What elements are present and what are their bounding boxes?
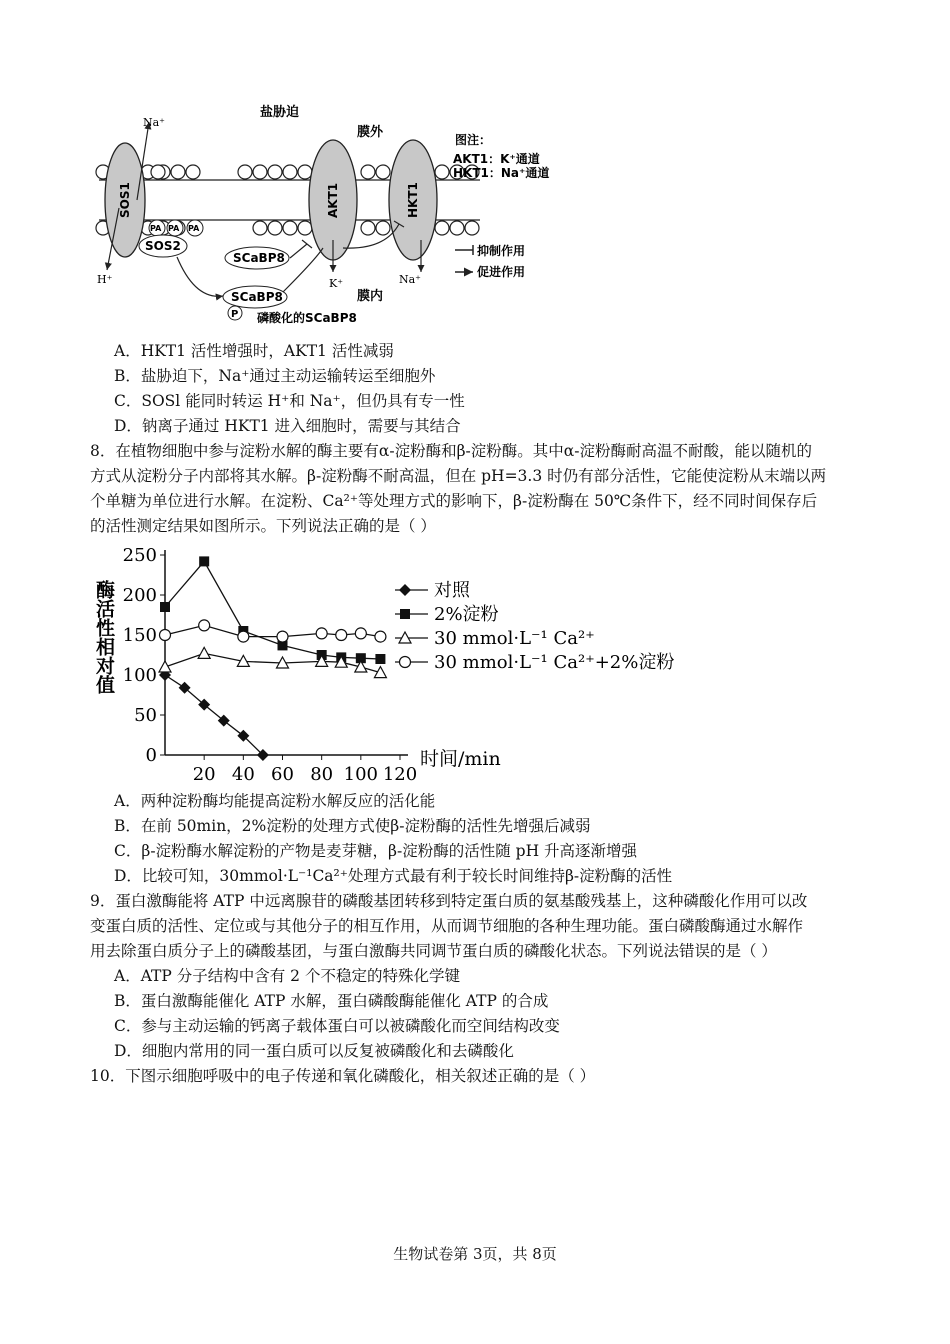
q7-option-a: A．HKT1 活性增强时，AKT1 活性减弱 xyxy=(114,342,394,360)
q8-option-b: B．在前 50min，2%淀粉的处理方式使β-淀粉酶的活性先增强后减弱 xyxy=(114,817,591,835)
q8-option-a: A．两种淀粉酶均能提高淀粉水解反应的活化能 xyxy=(114,792,436,810)
q7-option-d: D．钠离子通过 HKT1 进入细胞时，需要与其结合 xyxy=(114,417,461,435)
q7-option-c: C．SOSl 能同时转运 H⁺和 Na⁺，但仍具有专一性 xyxy=(114,392,465,410)
series-line xyxy=(165,653,380,672)
na-top-label: Na⁺ xyxy=(143,116,165,129)
scabp8-phospho-label: SCaBP8 xyxy=(231,290,283,304)
square-marker xyxy=(199,556,209,566)
q8-line-1: 8．在植物细胞中参与淀粉水解的酶主要有α-淀粉酶和β-淀粉酶。其中α-淀粉酶耐高温不耐酸，能以随机的 xyxy=(90,442,812,460)
q9-line-1: 9．蛋白激酶能将 ATP 中远离腺苷的磷酸基团转移到特定蛋白质的氨基酸残基上，这种磷酸化作用可以改 xyxy=(90,892,808,910)
h-label: H⁺ xyxy=(97,273,113,286)
series-3 xyxy=(160,620,386,642)
y-tick-label: 250 xyxy=(122,545,157,566)
q10-line: 10．下图示细胞呼吸中的电子传递和氧化磷酸化，相关叙述正确的是（ ） xyxy=(90,1067,596,1085)
salt-stress-title: 盐胁迫 xyxy=(260,105,300,120)
square-marker xyxy=(400,609,410,619)
legend-item-3 xyxy=(395,652,674,673)
x-tick-label: 40 xyxy=(231,764,255,785)
square-marker xyxy=(375,654,385,664)
q9-option-b: B．蛋白激酶能催化 ATP 水解，蛋白磷酸酶能催化 ATP 的合成 xyxy=(114,992,549,1010)
q8-line-2: 方式从淀粉分子内部将其水解。β-淀粉酶不耐高温，但在 pH=3.3 时仍有部分活性，它能使淀粉从末端以两 xyxy=(90,467,827,485)
membrane-diagram xyxy=(85,100,575,330)
series-1 xyxy=(160,556,385,664)
q7-option-b: B．盐胁迫下，Na⁺通过主动运输转运至细胞外 xyxy=(114,367,436,385)
svg-text:PA: PA xyxy=(188,224,200,233)
q8-option-d: D．比较可知，30mmol·L⁻¹Ca²⁺处理方式最有利于较长时间维持β-淀粉酶的活性 xyxy=(114,867,673,885)
svg-text:PA: PA xyxy=(168,224,180,233)
q9-line-3: 用去除蛋白质分子上的磷酸基团，与蛋白激酶共同调节蛋白质的磷酸化状态。下列说法错误的是（ ） xyxy=(90,942,777,960)
legend-item-2 xyxy=(395,628,595,649)
q8-option-c: C．β-淀粉酶水解淀粉的产物是麦芽糖，β-淀粉酶的活性随 pH 升高逐渐增强 xyxy=(114,842,638,860)
phospho-caption: 磷酸化的SCaBP8 xyxy=(257,311,357,325)
sos1-label: SOS1 xyxy=(118,182,132,218)
y-tick-label: 100 xyxy=(122,665,157,686)
pa-lipids xyxy=(149,220,203,236)
circle-marker xyxy=(277,631,288,642)
inside-label: 膜内 xyxy=(357,289,384,304)
x-tick-label: 120 xyxy=(382,764,418,785)
circle-marker xyxy=(160,630,171,641)
circle-marker xyxy=(336,630,347,641)
circle-marker xyxy=(199,620,210,631)
q9-option-d: D．细胞内常用的同一蛋白质可以反复被磷酸化和去磷酸化 xyxy=(114,1042,514,1060)
akt1-label: AKT1 xyxy=(326,182,340,218)
page-footer: 生物试卷第 3页，共 8页 xyxy=(393,1245,557,1263)
circle-marker xyxy=(238,631,249,642)
triangle-marker xyxy=(198,647,210,658)
q9-line-2: 变蛋白质的活性、定位或与其他分子的相互作用，从而调节细胞的各种生理功能。蛋白磷酸酶通过水解作 xyxy=(90,917,804,935)
q9-option-c: C．参与主动运输的钙离子载体蛋白可以被磷酸化而空间结构改变 xyxy=(114,1017,560,1035)
circle-marker xyxy=(400,657,411,668)
scabp8-label: SCaBP8 xyxy=(233,251,285,265)
circle-marker xyxy=(355,628,366,639)
x-tick-label: 100 xyxy=(343,764,379,785)
triangle-marker xyxy=(374,667,386,678)
outside-label: 膜外 xyxy=(357,125,384,140)
circle-marker xyxy=(375,631,386,642)
triangle-marker xyxy=(159,661,171,672)
x-tick-label: 20 xyxy=(192,764,216,785)
y-tick-label: 200 xyxy=(122,585,157,606)
sos2-label: SOS2 xyxy=(145,239,181,253)
circle-marker xyxy=(316,628,327,639)
svg-text:P: P xyxy=(231,309,239,320)
enzyme-activity-chart xyxy=(90,540,710,790)
legend-label: 30 mmol·L⁻¹ Ca²⁺ xyxy=(434,628,595,649)
diamond-marker xyxy=(399,584,411,596)
q8-line-4: 的活性测定结果如图所示。下列说法正确的是（ ） xyxy=(90,517,436,535)
series-line xyxy=(165,561,380,659)
x-tick-label: 80 xyxy=(310,764,334,785)
x-axis-label: 时间/min xyxy=(420,748,501,770)
series-0 xyxy=(159,669,269,761)
hkt1-label: HKT1 xyxy=(406,182,420,218)
legend-label: 30 mmol·L⁻¹ Ca²⁺+2%淀粉 xyxy=(434,652,675,673)
legend-akt1: AKT1：K⁺通道 xyxy=(453,152,540,166)
y-tick-label: 50 xyxy=(134,705,157,726)
legend-inhibit: 抑制作用 xyxy=(477,244,526,258)
square-marker xyxy=(160,602,170,612)
x-tick-label: 60 xyxy=(271,764,294,785)
legend-item-1 xyxy=(395,604,499,625)
q9-option-a: A．ATP 分子结构中含有 2 个不稳定的特殊化学键 xyxy=(114,967,460,985)
na-bottom-label: Na⁺ xyxy=(399,273,421,286)
legend-promote: 促进作用 xyxy=(477,265,526,279)
y-tick-label: 150 xyxy=(122,625,157,646)
y-tick-label: 0 xyxy=(145,745,157,766)
series-2 xyxy=(159,647,386,677)
series-line xyxy=(165,625,380,636)
legend-title: 图注： xyxy=(455,133,492,147)
legend-label: 对照 xyxy=(434,580,470,601)
legend-hkt1: HKT1：Na⁺通道 xyxy=(453,166,550,180)
legend-label: 2%淀粉 xyxy=(434,604,499,625)
k-label: K⁺ xyxy=(329,277,344,290)
y-axis-label: 酶活性相对值 xyxy=(93,580,115,694)
q8-line-3: 个单糖为单位进行水解。在淀粉、Ca²⁺等处理方式的影响下，β-淀粉酶在 50℃条件下，经不同时间保存后 xyxy=(90,492,818,510)
legend-item-0 xyxy=(395,580,471,601)
svg-text:PA: PA xyxy=(150,224,162,233)
